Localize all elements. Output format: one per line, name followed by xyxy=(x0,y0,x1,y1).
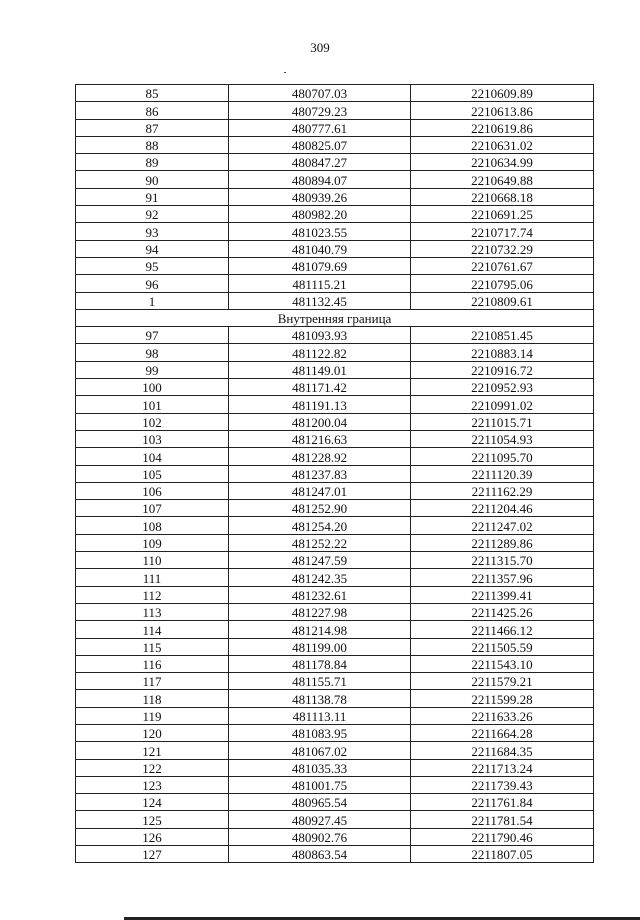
y-coordinate-cell: 2211633.26 xyxy=(411,707,594,724)
x-coordinate-cell: 481113.11 xyxy=(229,707,411,724)
x-coordinate-cell: 481252.22 xyxy=(229,534,411,551)
table-row xyxy=(76,586,594,603)
x-coordinate-cell: 481132.45 xyxy=(229,292,411,309)
x-coordinate-cell: 480847.27 xyxy=(229,154,411,171)
table-row xyxy=(76,396,594,413)
y-coordinate-cell: 2210732.29 xyxy=(411,240,594,257)
table-row xyxy=(76,569,594,586)
point-number-cell: 124 xyxy=(76,794,229,811)
table-row xyxy=(76,621,594,638)
point-number-cell: 111 xyxy=(76,569,229,586)
table-row xyxy=(76,119,594,136)
scan-speck xyxy=(284,72,286,73)
point-number-cell: 97 xyxy=(76,327,229,344)
point-number-cell: 95 xyxy=(76,257,229,274)
table-row xyxy=(76,517,594,534)
y-coordinate-cell: 2211599.28 xyxy=(411,690,594,707)
x-coordinate-cell: 480863.54 xyxy=(229,846,411,863)
y-coordinate-cell: 2211054.93 xyxy=(411,430,594,447)
point-number-cell: 123 xyxy=(76,776,229,793)
point-number-cell: 127 xyxy=(76,846,229,863)
point-number-cell: 109 xyxy=(76,534,229,551)
table-row xyxy=(76,638,594,655)
x-coordinate-cell: 481252.90 xyxy=(229,500,411,517)
y-coordinate-cell: 2211790.46 xyxy=(411,828,594,845)
point-number-cell: 120 xyxy=(76,724,229,741)
x-coordinate-cell: 481214.98 xyxy=(229,621,411,638)
table-row xyxy=(76,828,594,845)
table-row xyxy=(76,603,594,620)
point-number-cell: 119 xyxy=(76,707,229,724)
table-row xyxy=(76,275,594,292)
y-coordinate-cell: 2211761.84 xyxy=(411,794,594,811)
table-row xyxy=(76,154,594,171)
y-coordinate-cell: 2211543.10 xyxy=(411,655,594,672)
point-number-cell: 89 xyxy=(76,154,229,171)
x-coordinate-cell: 481232.61 xyxy=(229,586,411,603)
y-coordinate-cell: 2211466.12 xyxy=(411,621,594,638)
point-number-cell: 106 xyxy=(76,482,229,499)
y-coordinate-cell: 2210649.88 xyxy=(411,171,594,188)
coordinates-table-container xyxy=(75,84,594,863)
y-coordinate-cell: 2210691.25 xyxy=(411,206,594,223)
point-number-cell: 114 xyxy=(76,621,229,638)
y-coordinate-cell: 2210809.61 xyxy=(411,292,594,309)
x-coordinate-cell: 481001.75 xyxy=(229,776,411,793)
table-row xyxy=(76,413,594,430)
point-number-cell: 88 xyxy=(76,136,229,153)
table-row xyxy=(76,724,594,741)
table-row xyxy=(76,206,594,223)
table-row xyxy=(76,811,594,828)
x-coordinate-cell: 480825.07 xyxy=(229,136,411,153)
point-number-cell: 117 xyxy=(76,673,229,690)
y-coordinate-cell: 2211357.96 xyxy=(411,569,594,586)
y-coordinate-cell: 2211807.05 xyxy=(411,846,594,863)
point-number-cell: 103 xyxy=(76,430,229,447)
y-coordinate-cell: 2210668.18 xyxy=(411,188,594,205)
table-row xyxy=(76,465,594,482)
x-coordinate-cell: 481083.95 xyxy=(229,724,411,741)
y-coordinate-cell: 2211315.70 xyxy=(411,552,594,569)
x-coordinate-cell: 481093.93 xyxy=(229,327,411,344)
table-row xyxy=(76,500,594,517)
point-number-cell: 101 xyxy=(76,396,229,413)
y-coordinate-cell: 2211684.35 xyxy=(411,742,594,759)
x-coordinate-cell: 481247.01 xyxy=(229,482,411,499)
y-coordinate-cell: 2211664.28 xyxy=(411,724,594,741)
x-coordinate-cell: 481200.04 xyxy=(229,413,411,430)
point-number-cell: 116 xyxy=(76,655,229,672)
x-coordinate-cell: 481122.82 xyxy=(229,344,411,361)
x-coordinate-cell: 480965.54 xyxy=(229,794,411,811)
point-number-cell: 1 xyxy=(76,292,229,309)
y-coordinate-cell: 2210883.14 xyxy=(411,344,594,361)
y-coordinate-cell: 2211162.29 xyxy=(411,482,594,499)
table-row xyxy=(76,327,594,344)
y-coordinate-cell: 2211247.02 xyxy=(411,517,594,534)
x-coordinate-cell: 480777.61 xyxy=(229,119,411,136)
point-number-cell: 121 xyxy=(76,742,229,759)
point-number-cell: 126 xyxy=(76,828,229,845)
x-coordinate-cell: 481067.02 xyxy=(229,742,411,759)
x-coordinate-cell: 480927.45 xyxy=(229,811,411,828)
table-row xyxy=(76,655,594,672)
table-row xyxy=(76,292,594,309)
table-row xyxy=(76,361,594,378)
y-coordinate-cell: 2210761.67 xyxy=(411,257,594,274)
point-number-cell: 93 xyxy=(76,223,229,240)
x-coordinate-cell: 481247.59 xyxy=(229,552,411,569)
x-coordinate-cell: 481079.69 xyxy=(229,257,411,274)
y-coordinate-cell: 2210991.02 xyxy=(411,396,594,413)
y-coordinate-cell: 2211781.54 xyxy=(411,811,594,828)
y-coordinate-cell: 2211399.41 xyxy=(411,586,594,603)
point-number-cell: 99 xyxy=(76,361,229,378)
table-row xyxy=(76,379,594,396)
point-number-cell: 125 xyxy=(76,811,229,828)
y-coordinate-cell: 2210613.86 xyxy=(411,102,594,119)
x-coordinate-cell: 481199.00 xyxy=(229,638,411,655)
y-coordinate-cell: 2210619.86 xyxy=(411,119,594,136)
point-number-cell: 87 xyxy=(76,119,229,136)
table-row xyxy=(76,430,594,447)
point-number-cell: 108 xyxy=(76,517,229,534)
point-number-cell: 100 xyxy=(76,379,229,396)
coordinates-table xyxy=(75,84,594,863)
x-coordinate-cell: 481242.35 xyxy=(229,569,411,586)
table-row xyxy=(76,448,594,465)
point-number-cell: 115 xyxy=(76,638,229,655)
coordinates-table-body xyxy=(76,85,594,863)
y-coordinate-cell: 2210851.45 xyxy=(411,327,594,344)
point-number-cell: 107 xyxy=(76,500,229,517)
point-number-cell: 102 xyxy=(76,413,229,430)
y-coordinate-cell: 2211713.24 xyxy=(411,759,594,776)
point-number-cell: 90 xyxy=(76,171,229,188)
x-coordinate-cell: 481227.98 xyxy=(229,603,411,620)
table-row xyxy=(76,776,594,793)
y-coordinate-cell: 2211015.71 xyxy=(411,413,594,430)
table-row xyxy=(76,136,594,153)
y-coordinate-cell: 2211425.26 xyxy=(411,603,594,620)
table-row xyxy=(76,171,594,188)
x-coordinate-cell: 481023.55 xyxy=(229,223,411,240)
y-coordinate-cell: 2211095.70 xyxy=(411,448,594,465)
table-row xyxy=(76,794,594,811)
x-coordinate-cell: 480729.23 xyxy=(229,102,411,119)
point-number-cell: 104 xyxy=(76,448,229,465)
y-coordinate-cell: 2211289.86 xyxy=(411,534,594,551)
point-number-cell: 92 xyxy=(76,206,229,223)
y-coordinate-cell: 2210631.02 xyxy=(411,136,594,153)
y-coordinate-cell: 2211120.39 xyxy=(411,465,594,482)
table-row xyxy=(76,188,594,205)
table-row xyxy=(76,552,594,569)
x-coordinate-cell: 480939.26 xyxy=(229,188,411,205)
point-number-cell: 110 xyxy=(76,552,229,569)
table-row xyxy=(76,707,594,724)
x-coordinate-cell: 481115.21 xyxy=(229,275,411,292)
point-number-cell: 86 xyxy=(76,102,229,119)
table-row xyxy=(76,85,594,102)
x-coordinate-cell: 481178.84 xyxy=(229,655,411,672)
x-coordinate-cell: 480982.20 xyxy=(229,206,411,223)
point-number-cell: 94 xyxy=(76,240,229,257)
table-row xyxy=(76,482,594,499)
point-number-cell: 118 xyxy=(76,690,229,707)
table-row xyxy=(76,257,594,274)
point-number-cell: 98 xyxy=(76,344,229,361)
x-coordinate-cell: 480707.03 xyxy=(229,85,411,102)
y-coordinate-cell: 2211204.46 xyxy=(411,500,594,517)
table-row xyxy=(76,344,594,361)
y-coordinate-cell: 2210952.93 xyxy=(411,379,594,396)
point-number-cell: 113 xyxy=(76,603,229,620)
y-coordinate-cell: 2210634.99 xyxy=(411,154,594,171)
section-label: Внутренняя граница xyxy=(76,309,594,326)
point-number-cell: 85 xyxy=(76,85,229,102)
x-coordinate-cell: 481228.92 xyxy=(229,448,411,465)
x-coordinate-cell: 481035.33 xyxy=(229,759,411,776)
table-row xyxy=(76,673,594,690)
x-coordinate-cell: 481171.42 xyxy=(229,379,411,396)
x-coordinate-cell: 481149.01 xyxy=(229,361,411,378)
y-coordinate-cell: 2211579.21 xyxy=(411,673,594,690)
x-coordinate-cell: 481040.79 xyxy=(229,240,411,257)
point-number-cell: 96 xyxy=(76,275,229,292)
table-row xyxy=(76,759,594,776)
y-coordinate-cell: 2210916.72 xyxy=(411,361,594,378)
x-coordinate-cell: 481216.63 xyxy=(229,430,411,447)
table-row xyxy=(76,240,594,257)
table-row xyxy=(76,534,594,551)
y-coordinate-cell: 2211739.43 xyxy=(411,776,594,793)
point-number-cell: 105 xyxy=(76,465,229,482)
page-number: 309 xyxy=(310,40,330,55)
y-coordinate-cell: 2210795.06 xyxy=(411,275,594,292)
table-row xyxy=(76,223,594,240)
table-row xyxy=(76,102,594,119)
y-coordinate-cell: 2210609.89 xyxy=(411,85,594,102)
table-row xyxy=(76,846,594,863)
x-coordinate-cell: 480902.76 xyxy=(229,828,411,845)
x-coordinate-cell: 481254.20 xyxy=(229,517,411,534)
x-coordinate-cell: 480894.07 xyxy=(229,171,411,188)
point-number-cell: 112 xyxy=(76,586,229,603)
point-number-cell: 122 xyxy=(76,759,229,776)
x-coordinate-cell: 481237.83 xyxy=(229,465,411,482)
section-row xyxy=(76,309,594,326)
y-coordinate-cell: 2211505.59 xyxy=(411,638,594,655)
table-row xyxy=(76,690,594,707)
point-number-cell: 91 xyxy=(76,188,229,205)
x-coordinate-cell: 481155.71 xyxy=(229,673,411,690)
table-row xyxy=(76,742,594,759)
x-coordinate-cell: 481191.13 xyxy=(229,396,411,413)
y-coordinate-cell: 2210717.74 xyxy=(411,223,594,240)
x-coordinate-cell: 481138.78 xyxy=(229,690,411,707)
